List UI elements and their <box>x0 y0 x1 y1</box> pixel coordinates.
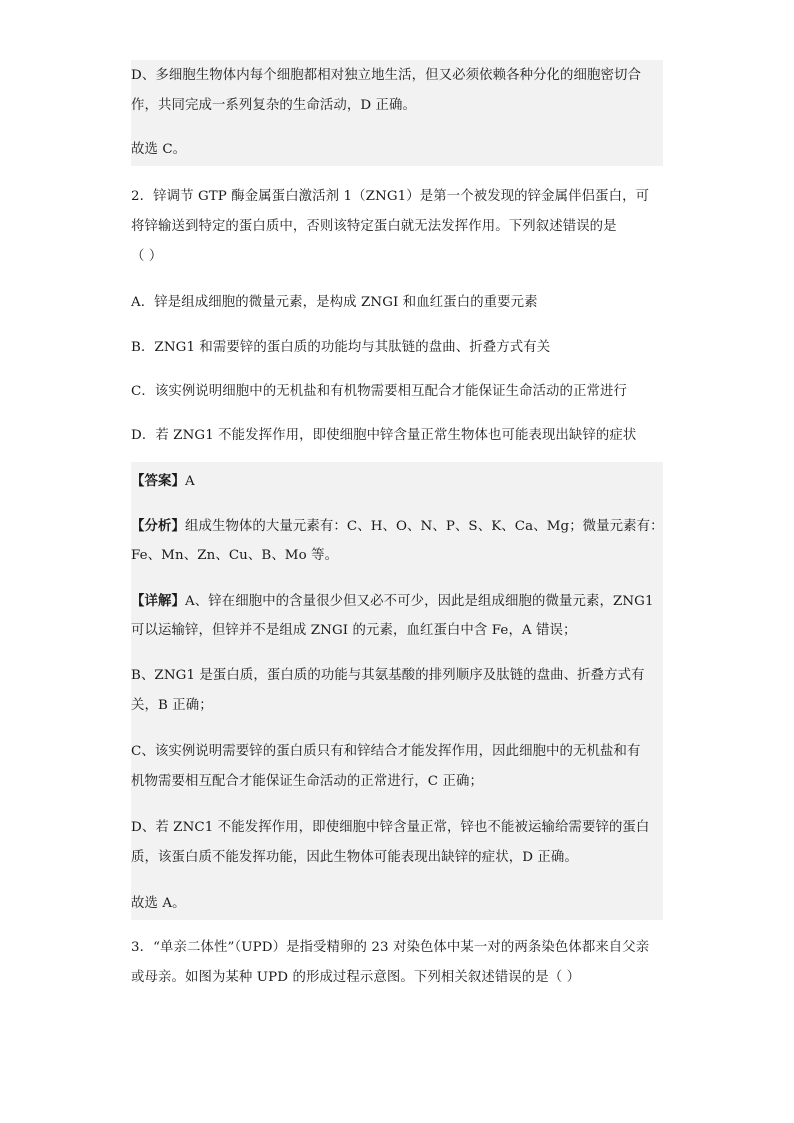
prev-detail-d-line2: 作，共同完成一系列复杂的生命活动，D 正确。 <box>131 98 417 113</box>
q2-stem-line3: （ ） <box>131 249 163 264</box>
prev-conclusion: 故选 C。 <box>131 142 187 157</box>
q2-detail-c-line2: 机物需要相互配合才能保证生命活动的正常进行，C 正确； <box>131 774 483 789</box>
q2-stem-line2: 将锌输送到特定的蛋白质中，否则该特定蛋白就无法发挥作用。下列叙述错误的是 <box>131 219 617 234</box>
q2-conclusion: 故选 A。 <box>131 896 186 911</box>
q2-detail-b-line2: 关，B 正确； <box>131 698 213 713</box>
analysis-label: 【分析】 <box>131 518 185 534</box>
prev-answer-section <box>131 60 663 166</box>
q2-option-a: A．锌是组成细胞的微量元素，是构成 ZNGI 和血红蛋白的重要元素 <box>131 295 538 310</box>
prev-detail-d-line1: D、多细胞生物体内每个细胞都相对独立地生活，但又必须依赖各种分化的细胞密切合 <box>131 68 641 83</box>
q2-option-b: B．ZNG1 和需要锌的蛋白质的功能均与其肽链的盘曲、折叠方式有关 <box>131 340 551 355</box>
question3-stem-section <box>131 930 663 1000</box>
answer-value: A <box>184 474 195 489</box>
q2-analysis-line2: Fe、Mn、Zn、Cu、B、Mo 等。 <box>131 548 339 563</box>
question2-stem-section <box>131 180 663 460</box>
q2-analysis-line1 <box>131 516 664 537</box>
question2-answer-section <box>131 462 663 920</box>
answer-label: 【答案】 <box>131 473 185 489</box>
analysis-text: 组成生物体的大量元素有：C、H、O、N、P、S、K、Ca、Mg；微量元素有： <box>184 519 664 534</box>
q3-stem-line1: 3．“单亲二体性”（UPD）是指受精卵的 23 对染色体中某一对的两条染色体都来自父亲 <box>131 940 650 955</box>
q2-detail-d-line2: 质，该蛋白质不能发挥功能，因此生物体可能表现出缺锌的症状，D 正确。 <box>131 850 578 865</box>
q2-detail-b-line1: B、ZNG1 是蛋白质，蛋白质的功能与其氨基酸的排列顺序及肽链的盘曲、折叠方式有 <box>131 668 645 683</box>
detail-label: 【详解】 <box>131 593 185 609</box>
q2-option-c: C．该实例说明细胞中的无机盐和有机物需要相互配合才能保证生命活动的正常进行 <box>131 384 628 399</box>
q2-stem-line1: 2．锌调节 GTP 酶金属蛋白激活剂 1（ZNG1）是第一个被发现的锌金属伴侣蛋白，可 <box>131 189 650 204</box>
q2-option-d: D．若 ZNG1 不能发挥作用，即使细胞中锌含量正常生物体也可能表现出缺锌的症状 <box>131 428 637 443</box>
q2-detail-d-line1: D、若 ZNC1 不能发挥作用，即使细胞中锌含量正常，锌也不能被运输给需要锌的蛋白 <box>131 820 650 835</box>
q2-detail-c-line1: C、该实例说明需要锌的蛋白质只有和锌结合才能发挥作用，因此细胞中的无机盐和有 <box>131 744 641 759</box>
q2-detail-a-line2: 可以运输锌，但锌并不是组成 ZNGI 的元素，血红蛋白中含 Fe，A 错误； <box>131 623 577 638</box>
q2-answer <box>131 471 195 492</box>
q2-detail-a-line1 <box>131 591 654 612</box>
q3-stem-line2: 或母亲。如图为某种 UPD 的形成过程示意图。下列相关叙述错误的是（ ） <box>131 970 581 985</box>
detail-a-text: A、锌在细胞中的含量很少但又必不可少，因此是组成细胞的微量元素，ZNG1 <box>184 594 654 609</box>
